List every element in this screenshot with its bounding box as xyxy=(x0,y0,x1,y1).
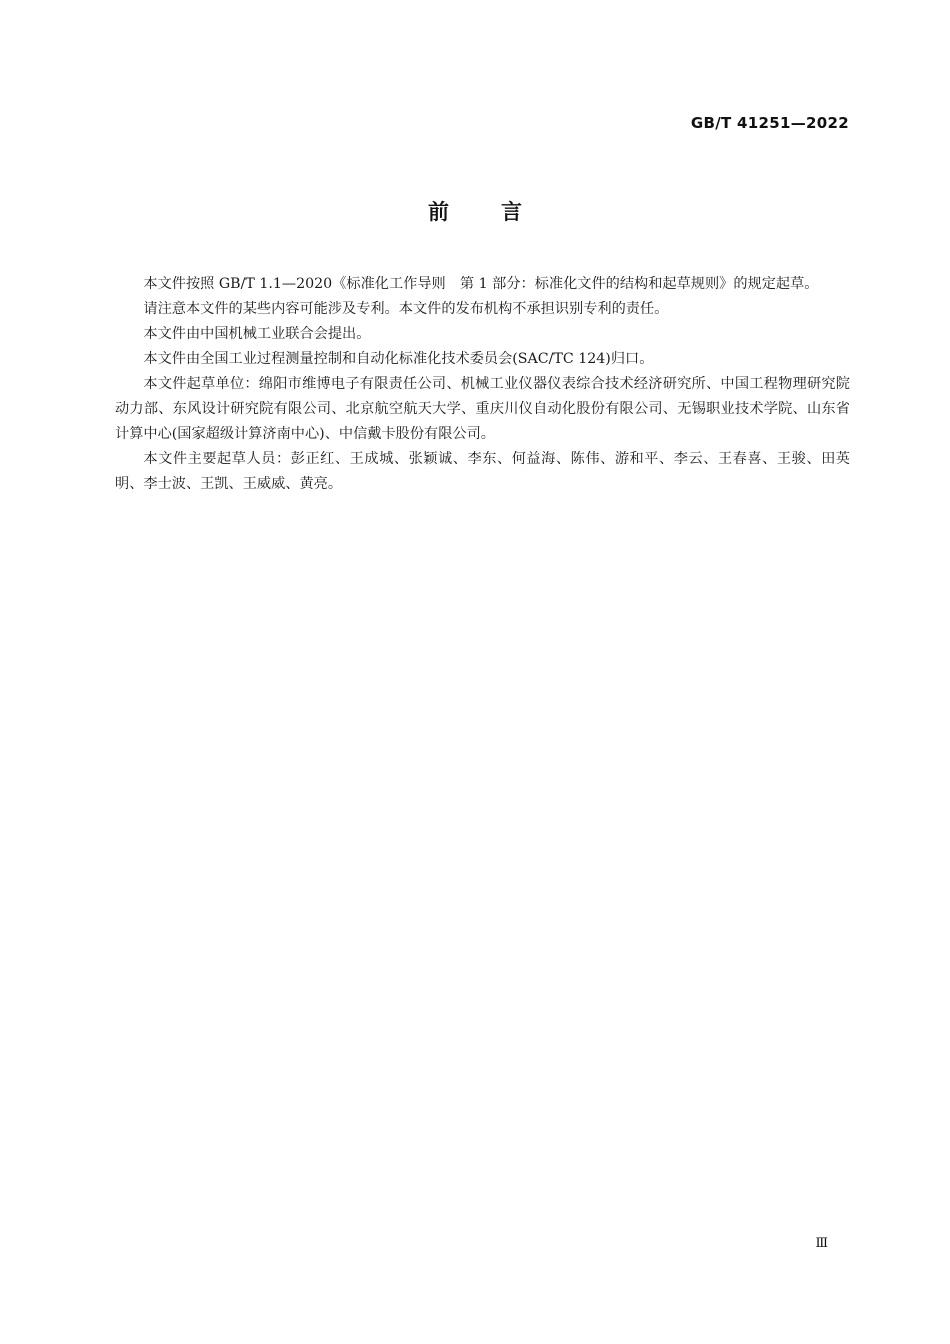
foreword-body xyxy=(115,272,850,497)
standard-number: GB/T 41251—2022 xyxy=(690,114,849,132)
paragraph-technical-committee: 本文件由全国工业过程测量控制和自动化标准化技术委员会(SAC/TC 124)归口。 xyxy=(143,351,654,367)
paragraph-proposed-by: 本文件由中国机械工业联合会提出。 xyxy=(143,326,371,342)
page-number: Ⅲ xyxy=(815,1236,828,1251)
paragraph-drafting-rules: 本文件按照 GB/T 1.1—2020《标准化工作导则 第 1 部分：标准化文件的结构和起草规则》的规定起草。 xyxy=(143,276,819,292)
paragraph-drafting-organizations: 本文件起草单位：绵阳市维博电子有限责任公司、机械工业仪器仪表综合技术经济研究所、中国工程物理研究院动力部、东风设计研究院有限公司、北京航空航天大学、重庆川仪自动化股份有限公司、无锡职业技术学院、山东省计算中心(国家超级计算济南中心)、中信戴卡股份有限公司。 xyxy=(115,376,850,442)
paragraph-patent-notice: 请注意本文件的某些内容可能涉及专利。本文件的发布机构不承担识别专利的责任。 xyxy=(143,301,669,317)
paragraph-drafters: 本文件主要起草人员：彭正红、王成城、张颖诚、李东、何益海、陈伟、游和平、李云、王春喜、王骏、田英明、李士波、王凯、王威威、黄亮。 xyxy=(115,451,850,492)
page-title: 前言 xyxy=(428,200,574,224)
